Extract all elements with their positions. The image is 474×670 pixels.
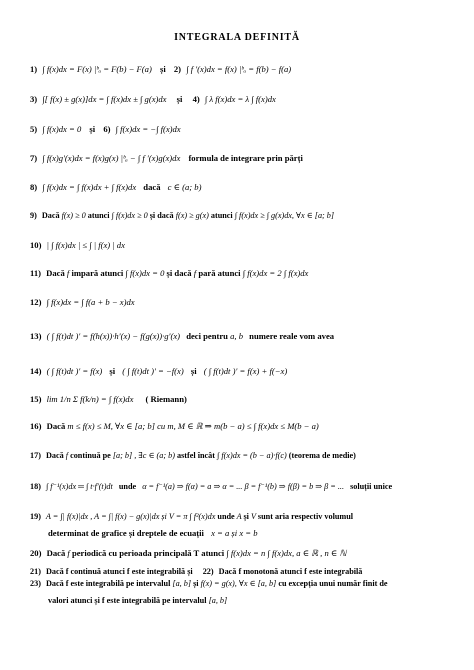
connector-text: unde [217,512,235,521]
item-number: 23) [30,579,41,588]
formula: a, b [230,331,244,341]
formula-row-19 [30,511,460,522]
formula: ∫ f(x)dx = −∫ f(x)dx [115,124,181,134]
formula: ∫ f(x)dx = F(x) |ᵇₐ = F(b) − F(a) [42,64,152,74]
page-title: INTEGRALA DEFINITĂ [174,32,300,43]
formula-row-15 [30,394,460,405]
formula: ∫ f(x)dx = 0 [42,124,82,134]
formula-caption: soluții unice [350,482,393,491]
connector-text: și [190,366,197,376]
formula: x = a și x = b [211,528,258,538]
item-number: 1) [30,64,38,74]
item-number: 10) [30,240,42,250]
statement-text: cu excepția unui număr finit de [278,579,388,588]
formula: ∫ f(x)dx = 0 [125,268,165,278]
formula: ( ∫ f(t)dt )′ = f(h(x))·h′(x) − f(g(x))·g′(x) [46,331,181,341]
connector-text: Dacă [45,451,64,460]
connector-text: deci pentru [186,331,228,341]
formula-row-18 [30,481,460,492]
formula: f(x) ≥ 0 [61,211,86,220]
formula: A = ∫| f(x)|dx , A = ∫| f(x) − g(x)|dx și V = π ∫ f²(x)dx [45,512,216,521]
connector-text: Dacă [41,211,60,220]
connector-text: și [109,366,116,376]
formula: V [251,512,256,521]
connector-text: atunci [87,211,110,220]
formula-row-21 [30,566,460,577]
item-number: 18) [30,482,41,491]
formula-row-19-continued [48,528,460,539]
connector-text: periodică cu perioada principală T atunci [71,548,225,558]
formula: α = f⁻¹(a) ⇒ f(α) = a ⇒ α = ... β = f⁻¹(b) ⇒ f(β) = b ⇒ β = ... [142,482,345,491]
formula: ∫[ f(x) ± g(x)]dx = ∫ f(x)dx ± ∫ g(x)dx [42,94,167,104]
formula-row-20 [30,548,460,559]
item-number: 16) [30,421,42,431]
item-number: 3) [30,94,38,104]
item-number: 11) [30,268,41,278]
connector-text: și [176,94,183,104]
item-number: 12) [30,297,42,307]
connector-text: impară atunci [71,268,124,278]
formula: ∫ f(x)dx = 2 ∫ f(x)dx [242,268,309,278]
connector-text: atunci [210,211,233,220]
formula: ∫ f(x)dx ≥ ∫ g(x)dx, ∀x ∈ [a; b] [234,211,335,220]
item-number: 5) [30,124,38,134]
item-number: 4) [192,94,200,104]
item-number: 14) [30,366,42,376]
connector-text: astfel încât [177,451,215,460]
formula: [a, b] [172,579,192,588]
formula-row-17 [30,450,460,461]
formula-row-10 [30,240,460,251]
item-number: 22) [202,567,214,576]
connector-text: și dacă [149,211,174,220]
connector-text: pară atunci [198,268,241,278]
formula: ∫ f(x)dx = (b − a)·f(c) [217,451,287,460]
statement-text: valori atunci și f este integrabilă pe intervalul [48,596,207,605]
item-number: 21) [30,567,41,576]
formula-caption: formula de integrare prin părți [188,153,303,163]
connector-text: și [89,124,96,134]
formula: lim 1/n Σ f(k/n) = ∫ f(x)dx [46,394,134,404]
connector-text: și dacă [166,268,192,278]
item-number: 19) [30,512,41,521]
connector-text: Dacă [46,421,66,431]
statement-text: Dacă f este integrabilă pe intervalul [45,579,171,588]
connector-text: și [193,579,199,588]
item-number: 13) [30,331,42,341]
formula: | ∫ f(x)dx | ≤ ∫ | f(x) | dx [46,240,125,250]
formula: ∫ f(x)dx = ∫ f(x)dx + ∫ f(x)dx [42,182,137,192]
formula: ∫ f⁻¹(x)dx ═ ∫ t·f′(t)dt [45,482,113,491]
formula: ( ∫ f(t)dt )′ = f(x) [46,366,103,376]
connector-text: numere reale vom avea [249,331,335,341]
item-number: 20) [30,548,42,558]
connector-text: și [243,512,249,521]
item-number: 6) [103,124,111,134]
formula: ∫ λ f(x)dx = λ ∫ f(x)dx [204,94,276,104]
formula-row-8 [30,182,460,193]
formula: m ≤ f(x) ≤ M, ∀x ∈ [a; b] cu m, M ∈ ℝ ⇒ m(b − a) ≤ ∫ f(x)dx ≤ M(b − a) [67,421,319,431]
formula: ∫ f(x)dx ≥ 0 [111,211,148,220]
statement-text: Dacă f continuă atunci f este integrabilă și [45,567,193,576]
connector-text: unde [118,482,137,491]
formula-row-16 [30,421,460,432]
formula-caption: ( Riemann) [145,394,187,404]
formula: ( ∫ f(t)dt )′ = f(x) + f(−x) [203,366,288,376]
item-number: 7) [30,153,38,163]
formula: f [193,268,197,278]
item-number: 15) [30,394,42,404]
connector-text: continuă pe [70,451,111,460]
item-number: 2) [173,64,182,74]
item-number: 9) [30,211,37,220]
formula: f [66,268,70,278]
formula: [a; b] , ∃c ∈ (a; b) [112,451,175,460]
connector-text: sunt aria respectiv volumul [257,512,354,521]
formula: A [236,512,242,521]
formula-row-13 [30,331,460,342]
formula-row-1 [30,64,460,75]
statement-text: Dacă f monotonă atunci f este integrabilă [218,567,363,576]
connector-text: Dacă [46,268,65,278]
formula: ∫ f(x)dx = ∫ f(a + b − x)dx [46,297,135,307]
formula: ∫ f(x)g′(x)dx = f(x)g(x) |ᵇₐ − ∫ f ′(x)g(x)dx [42,153,181,163]
connector-text: determinat de grafice și dreptele de ecuații [48,528,204,538]
formula: ∫ f(x)dx = n ∫ f(x)dx, a ∈ ℝ , n ∈ ℕ [226,548,347,558]
formula: [a, b] [208,596,228,605]
connector-text: și [159,64,166,74]
formula: f(x) = g(x), ∀x ∈ [a, b] [200,579,277,588]
formula: ∫ f ′(x)dx = f(x) |ᵇₐ = f(b) − f(a) [186,64,292,74]
formula-row-9 [30,210,460,221]
formula-row-3 [30,94,460,105]
formula-row-23-continued [48,595,460,606]
formula-row-7 [30,153,460,164]
formula-caption: (teorema de medie) [288,451,356,460]
formula-row-12 [30,297,460,308]
connector-text: Dacă [46,548,66,558]
item-number: 8) [30,182,38,192]
item-number: 17) [30,451,41,460]
formula: f [67,548,70,558]
formula: ( ∫ f(t)dt )′ = −f(x) [122,366,184,376]
formula-row-5 [30,124,460,135]
formula-row-11 [30,268,460,279]
formula: c ∈ (a; b) [167,182,202,192]
formula: f [65,451,69,460]
formula-row-14 [30,366,460,377]
formula-row-23 [30,578,460,589]
formula: f(x) ≥ g(x) [175,211,209,220]
connector-text: dacă [143,182,161,192]
